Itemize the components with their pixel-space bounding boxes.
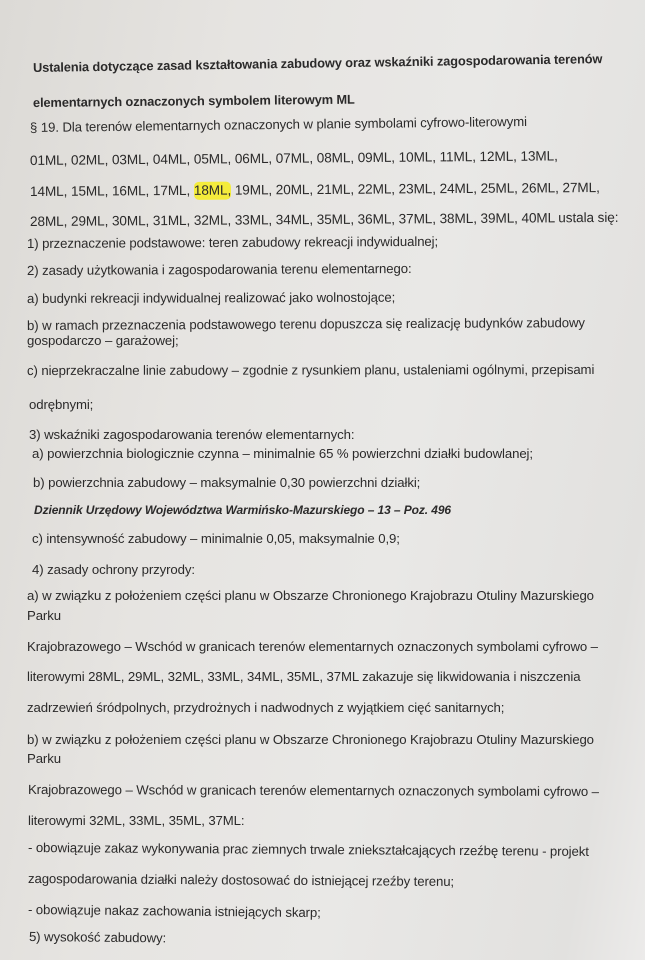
symbols-line-2 (30, 180, 600, 199)
item-1: 1) przeznaczenie podstawowe: teren zabudowy rekreacji indywidualnej; (26, 233, 439, 251)
item-4b-line-2: Parku (27, 751, 61, 766)
item-3a: a) powierzchnia biologicznie czynna – minimalnie 65 % powierzchni działki budowlanej; (32, 446, 533, 461)
journal-header: Dziennik Urzędowy Województwa Warmińsko-Mazurskiego – 13 – Poz. 496 (34, 503, 451, 517)
paragraph-19-intro: § 19. Dla terenów elementarnych oznaczonych w planie symbolami cyfrowo-literowymi (29, 113, 527, 135)
item-5: 5) wysokość zabudowy: (28, 929, 167, 946)
symbols-line-3: 28ML, 29ML, 30ML, 31ML, 32ML, 33ML, 34ML, 35ML, 36ML, 37ML, 38ML, 39ML, 40ML ustala się: (29, 209, 619, 229)
symbols-line-2-after: 19ML, 20ML, 21ML, 22ML, 23ML, 24ML, 25ML, 26ML, 27ML, (231, 180, 600, 198)
item-4b-line-4: literowymi 32ML, 33ML, 35ML, 37ML: (28, 813, 245, 828)
symbols-line-2-before: 14ML, 15ML, 16ML, 17ML, (29, 182, 194, 199)
item-4a-line-3: Krajobrazowego – Wschód w granicach terenów elementarnych oznaczonych symbolami cyfrowo – (27, 639, 598, 654)
item-2b-line-2: gospodarczo – garażowej; (27, 333, 179, 348)
item-2a: a) budynki rekreacji indywidualnej realizować jako wolnostojące; (26, 289, 396, 306)
item-4: 4) zasady ochrony przyrody: (32, 562, 195, 577)
symbols-line-1: 01ML, 02ML, 03ML, 04ML, 05ML, 06ML, 07ML, 08ML, 09ML, 10ML, 11ML, 12ML, 13ML, (29, 148, 558, 168)
item-4a-line-5: zadrzewień śródpolnych, przydrożnych i nadwodnych z wyjątkiem cięć sanitarnych; (27, 700, 505, 715)
item-2b-line-1: b) w ramach przeznaczenia podstawowego terenu dopuszcza się realizację budynków zabudowy (26, 315, 585, 333)
item-4b-line-3: Krajobrazowego – Wschód w granicach terenów elementarnych oznaczonych symbolami cyfrowo – (27, 782, 599, 799)
item-3b: b) powierzchnia zabudowy – maksymalnie 0,30 powierzchni działki; (33, 475, 421, 490)
item-4b-dash-1-line-2: zagospodarowania działki należy dostosować do istniejącej rzeźby terenu; (27, 871, 455, 889)
highlighted-symbol-18ML: 18ML, (193, 182, 232, 198)
item-3c: c) intensywność zabudowy – minimalnie 0,05, maksymalnie 0,9; (32, 531, 400, 546)
heading-line-2: elementarnych oznaczonych symbolem literowym ML (32, 91, 355, 110)
heading-line-1: Ustalenia dotyczące zasad kształtowania zabudowy oraz wskaźniki zagospodarowania terenów (32, 51, 603, 75)
item-2c-line-1: c) nieprzekraczalne linie zabudowy – zgodnie z rysunkiem planu, ustaleniami ogólnymi, przepisami (26, 362, 595, 378)
item-4a-line-4: literowymi 28ML, 29ML, 32ML, 33ML, 34ML, 35ML, 37ML zakazuje się likwidowania i niszczenia (27, 669, 581, 684)
item-4b-dash-1-line-1: - obowiązuje zakaz wykonywania prac ziemnych trwale zniekształcających rzeźbę terenu - projekt (27, 840, 589, 859)
item-4a-line-1: a) w związku z położeniem części planu w Obszarze Chronionego Krajobrazu Otuliny Mazurskiego (27, 588, 594, 603)
item-3: 3) wskaźniki zagospodarowania terenów elementarnych: (29, 427, 355, 442)
item-2c-line-2: odrębnymi; (29, 397, 94, 412)
item-4b-dash-2: - obowiązuje nakaz zachowania istniejących skarp; (27, 902, 321, 921)
item-4b-line-1: b) w związku z położeniem części planu w Obszarze Chronionego Krajobrazu Otuliny Mazurskiego (27, 732, 594, 747)
item-4a-line-2: Parku (27, 608, 61, 623)
item-2: 2) zasady użytkowania i zagospodarowania terenu elementarnego: (26, 260, 412, 278)
